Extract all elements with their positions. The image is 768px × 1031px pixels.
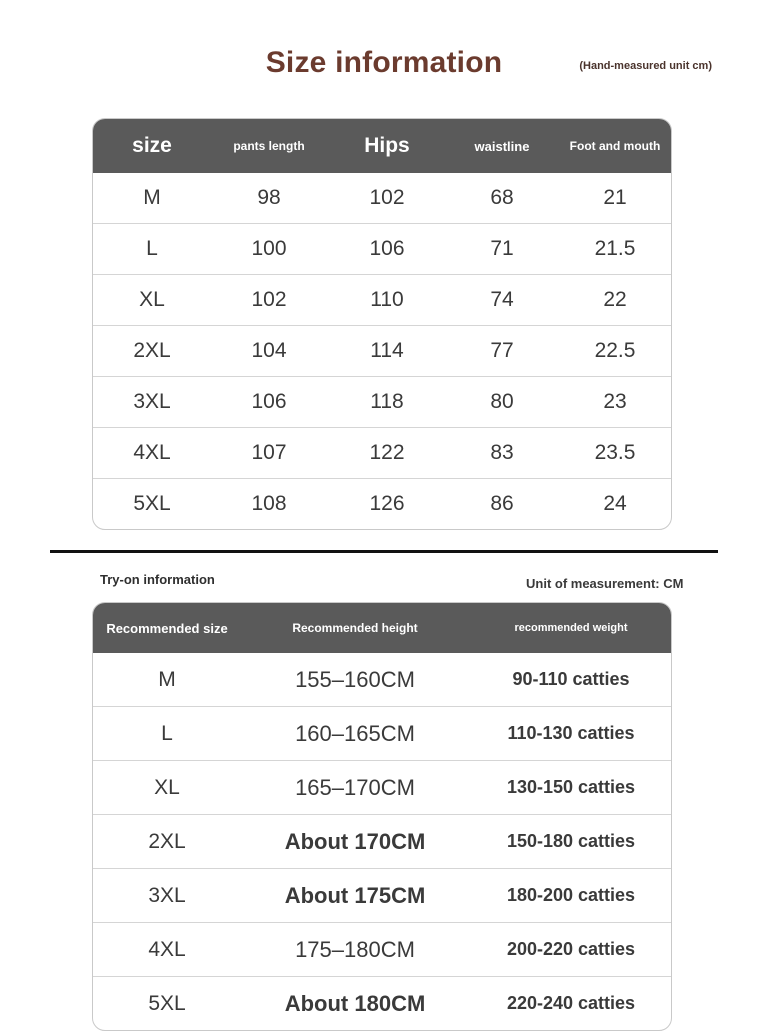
cell-recommended-size: 2XL xyxy=(93,815,241,869)
cell-recommended-weight: 130-150 catties xyxy=(469,761,672,815)
cell-hips: 118 xyxy=(327,377,447,428)
cell-recommended-weight: 200-220 catties xyxy=(469,923,672,977)
section-divider xyxy=(50,550,718,553)
cell-recommended-size: M xyxy=(158,667,176,691)
cell-foot-and-mouth: 22.5 xyxy=(557,326,672,377)
column-header-pants-length: pants length xyxy=(211,119,327,173)
cell-hips: 110 xyxy=(327,275,447,326)
column-header-hips: Hips xyxy=(327,119,447,173)
cell-pants-length: 102 xyxy=(211,275,327,326)
cell-recommended-height: 160–165CM xyxy=(241,707,469,761)
column-header-recommended-height: Recommended height xyxy=(241,603,469,653)
size-information-title-row xyxy=(0,44,768,90)
cell-recommended-height: 155–160CM xyxy=(295,666,415,692)
table-row xyxy=(93,923,672,977)
cell-recommended-height: 175–180CM xyxy=(241,923,469,977)
try-on-information-label: Try-on information xyxy=(100,572,215,587)
cell-foot-and-mouth: 22 xyxy=(557,275,672,326)
cell-pants-length: 108 xyxy=(211,479,327,530)
column-header-waistline: waistline xyxy=(447,119,557,173)
try-on-information-table xyxy=(93,603,672,1030)
cell-waistline: 74 xyxy=(447,275,557,326)
tryon-table-header-row xyxy=(93,603,672,653)
cell-recommended-size: 4XL xyxy=(93,923,241,977)
column-header-foot-and-mouth: Foot and mouth xyxy=(557,119,672,173)
size-table-header-row xyxy=(93,119,672,173)
cell-pants-length: 104 xyxy=(211,326,327,377)
column-header-recommended-size: Recommended size xyxy=(93,603,241,653)
table-row xyxy=(93,326,672,377)
cell-hips: 122 xyxy=(327,428,447,479)
unit-of-measurement-label: Unit of measurement: CM xyxy=(526,576,684,591)
size-information-table-card xyxy=(92,118,672,530)
table-row xyxy=(93,275,672,326)
cell-hips: 106 xyxy=(327,224,447,275)
column-header-recommended-weight: recommended weight xyxy=(469,603,672,653)
table-row xyxy=(93,428,672,479)
cell-recommended-height: 165–170CM xyxy=(241,761,469,815)
cell-recommended-size: 3XL xyxy=(93,869,241,923)
table-row xyxy=(93,761,672,815)
cell-waistline: 68 xyxy=(490,186,514,209)
cell-waistline: 80 xyxy=(447,377,557,428)
cell-size: 5XL xyxy=(93,479,211,530)
cell-recommended-weight: 110-130 catties xyxy=(469,707,672,761)
table-row xyxy=(93,224,672,275)
cell-recommended-height: About 175CM xyxy=(241,869,469,923)
table-row xyxy=(93,977,672,1031)
cell-recommended-size: XL xyxy=(93,761,241,815)
cell-recommended-weight: 90-110 catties xyxy=(512,669,630,689)
cell-foot-and-mouth: 23 xyxy=(557,377,672,428)
cell-recommended-height: About 180CM xyxy=(241,977,469,1031)
table-row xyxy=(93,479,672,530)
cell-waistline: 86 xyxy=(447,479,557,530)
table-row xyxy=(93,653,672,707)
cell-size: XL xyxy=(93,275,211,326)
cell-hips: 102 xyxy=(369,186,405,209)
cell-hips: 126 xyxy=(327,479,447,530)
cell-recommended-weight: 150-180 catties xyxy=(469,815,672,869)
cell-waistline: 77 xyxy=(447,326,557,377)
cell-hips: 114 xyxy=(327,326,447,377)
cell-foot-and-mouth: 21 xyxy=(603,186,627,209)
cell-size: M xyxy=(143,186,161,209)
cell-recommended-size: L xyxy=(93,707,241,761)
page-title: Size information xyxy=(265,46,503,79)
cell-waistline: 71 xyxy=(447,224,557,275)
cell-size: 3XL xyxy=(93,377,211,428)
try-on-information-table-card xyxy=(92,602,672,1031)
cell-recommended-size: 5XL xyxy=(93,977,241,1031)
cell-foot-and-mouth: 23.5 xyxy=(557,428,672,479)
table-row xyxy=(93,707,672,761)
cell-recommended-weight: 180-200 catties xyxy=(469,869,672,923)
cell-recommended-weight: 220-240 catties xyxy=(469,977,672,1031)
size-information-table xyxy=(93,119,672,529)
table-row xyxy=(93,377,672,428)
cell-pants-length: 100 xyxy=(211,224,327,275)
table-row xyxy=(93,815,672,869)
cell-pants-length: 98 xyxy=(257,186,281,209)
cell-foot-and-mouth: 21.5 xyxy=(557,224,672,275)
cell-size: 4XL xyxy=(93,428,211,479)
table-row xyxy=(93,869,672,923)
cell-size: L xyxy=(93,224,211,275)
cell-recommended-height: About 170CM xyxy=(241,815,469,869)
hand-measured-note: (Hand-measured unit cm) xyxy=(579,60,712,72)
cell-size: 2XL xyxy=(93,326,211,377)
cell-waistline: 83 xyxy=(447,428,557,479)
cell-pants-length: 106 xyxy=(211,377,327,428)
cell-pants-length: 107 xyxy=(211,428,327,479)
column-header-size: size xyxy=(93,119,211,173)
cell-foot-and-mouth: 24 xyxy=(557,479,672,530)
table-row xyxy=(93,173,672,224)
